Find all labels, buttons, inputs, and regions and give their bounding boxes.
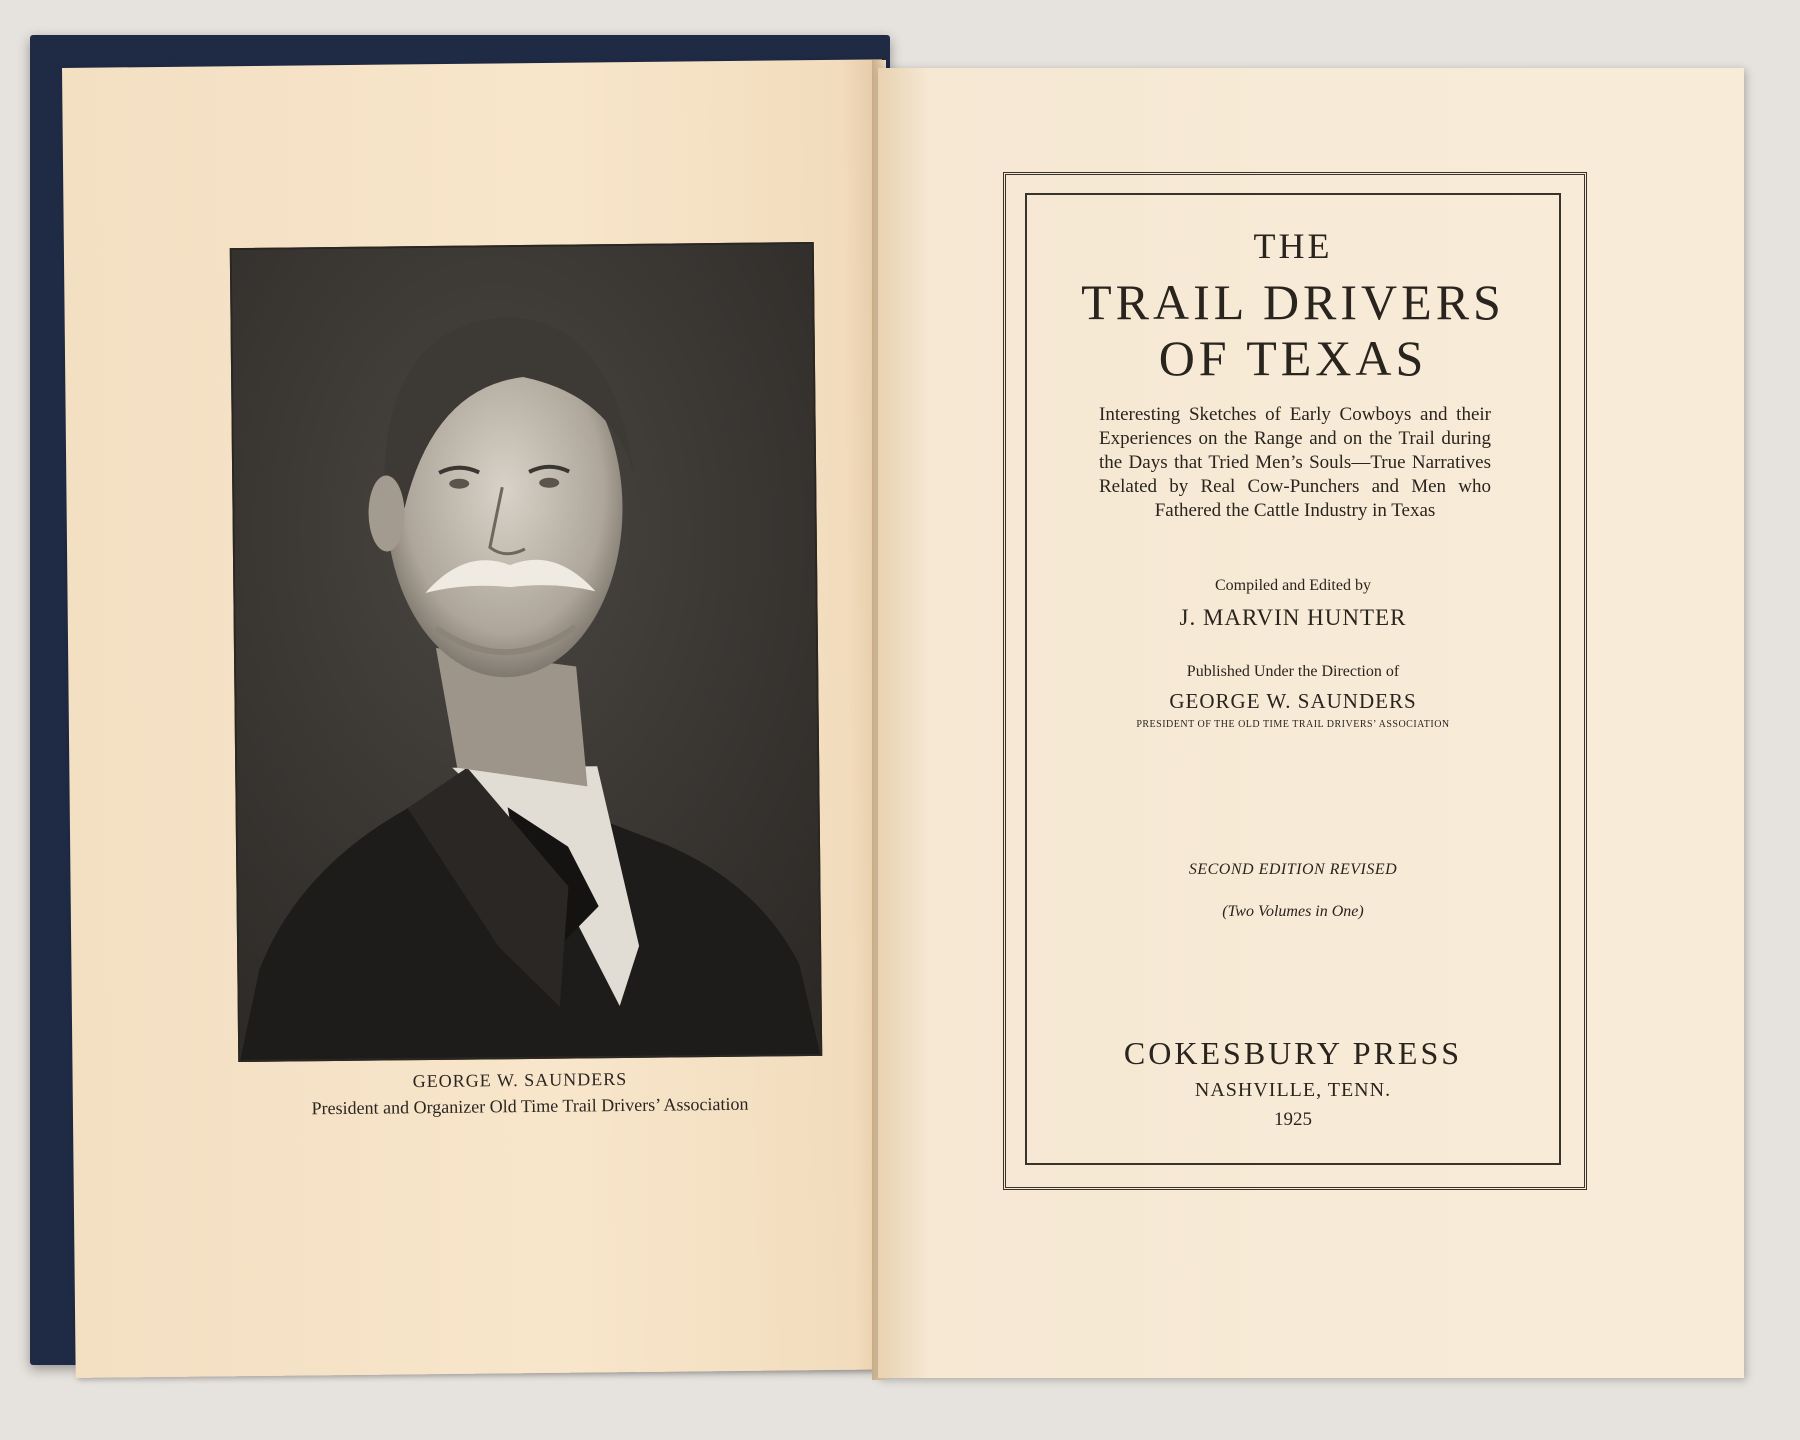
title-page-text bbox=[1025, 193, 1561, 1161]
volumes-label: (Two Volumes in One) bbox=[1222, 903, 1364, 920]
title-line-1: TRAIL DRIVERS bbox=[1081, 274, 1505, 330]
director-title: PRESIDENT OF THE OLD TIME TRAIL DRIVERS’ ASSOCIATION bbox=[1136, 719, 1450, 730]
compiled-by-label: Compiled and Edited by bbox=[1215, 577, 1371, 594]
publisher-city: NASHVILLE, TENN. bbox=[1194, 1079, 1392, 1101]
portrait-photo bbox=[230, 242, 822, 1062]
portrait-caption-name: GEORGE W. SAUNDERS bbox=[412, 1068, 628, 1092]
portrait-illustration bbox=[232, 244, 820, 1060]
published-label: Published Under the Direction of bbox=[1186, 663, 1400, 680]
title-line-2: OF TEXAS bbox=[1158, 330, 1428, 386]
publication-year: 1925 bbox=[1274, 1109, 1312, 1130]
publisher-name: COKESBURY PRESS bbox=[1123, 1035, 1463, 1071]
editor-name: J. MARVIN HUNTER bbox=[1179, 605, 1407, 630]
director-name: GEORGE W. SAUNDERS bbox=[1169, 689, 1417, 713]
edition-label: SECOND EDITION REVISED bbox=[1188, 861, 1398, 878]
title-description: Interesting Sketches of Early Cowboys and their Experiences on the Range and on the Trail during the Days that Tried Men’s Souls—True Narratives Related by Real Cow-Punchers and Men who Fathered the Cattle Industry in Texas bbox=[1099, 404, 1491, 521]
title-the: THE bbox=[1253, 226, 1333, 266]
portrait-caption-role: President and Organizer Old Time Trail Drivers’ Association bbox=[311, 1093, 749, 1119]
